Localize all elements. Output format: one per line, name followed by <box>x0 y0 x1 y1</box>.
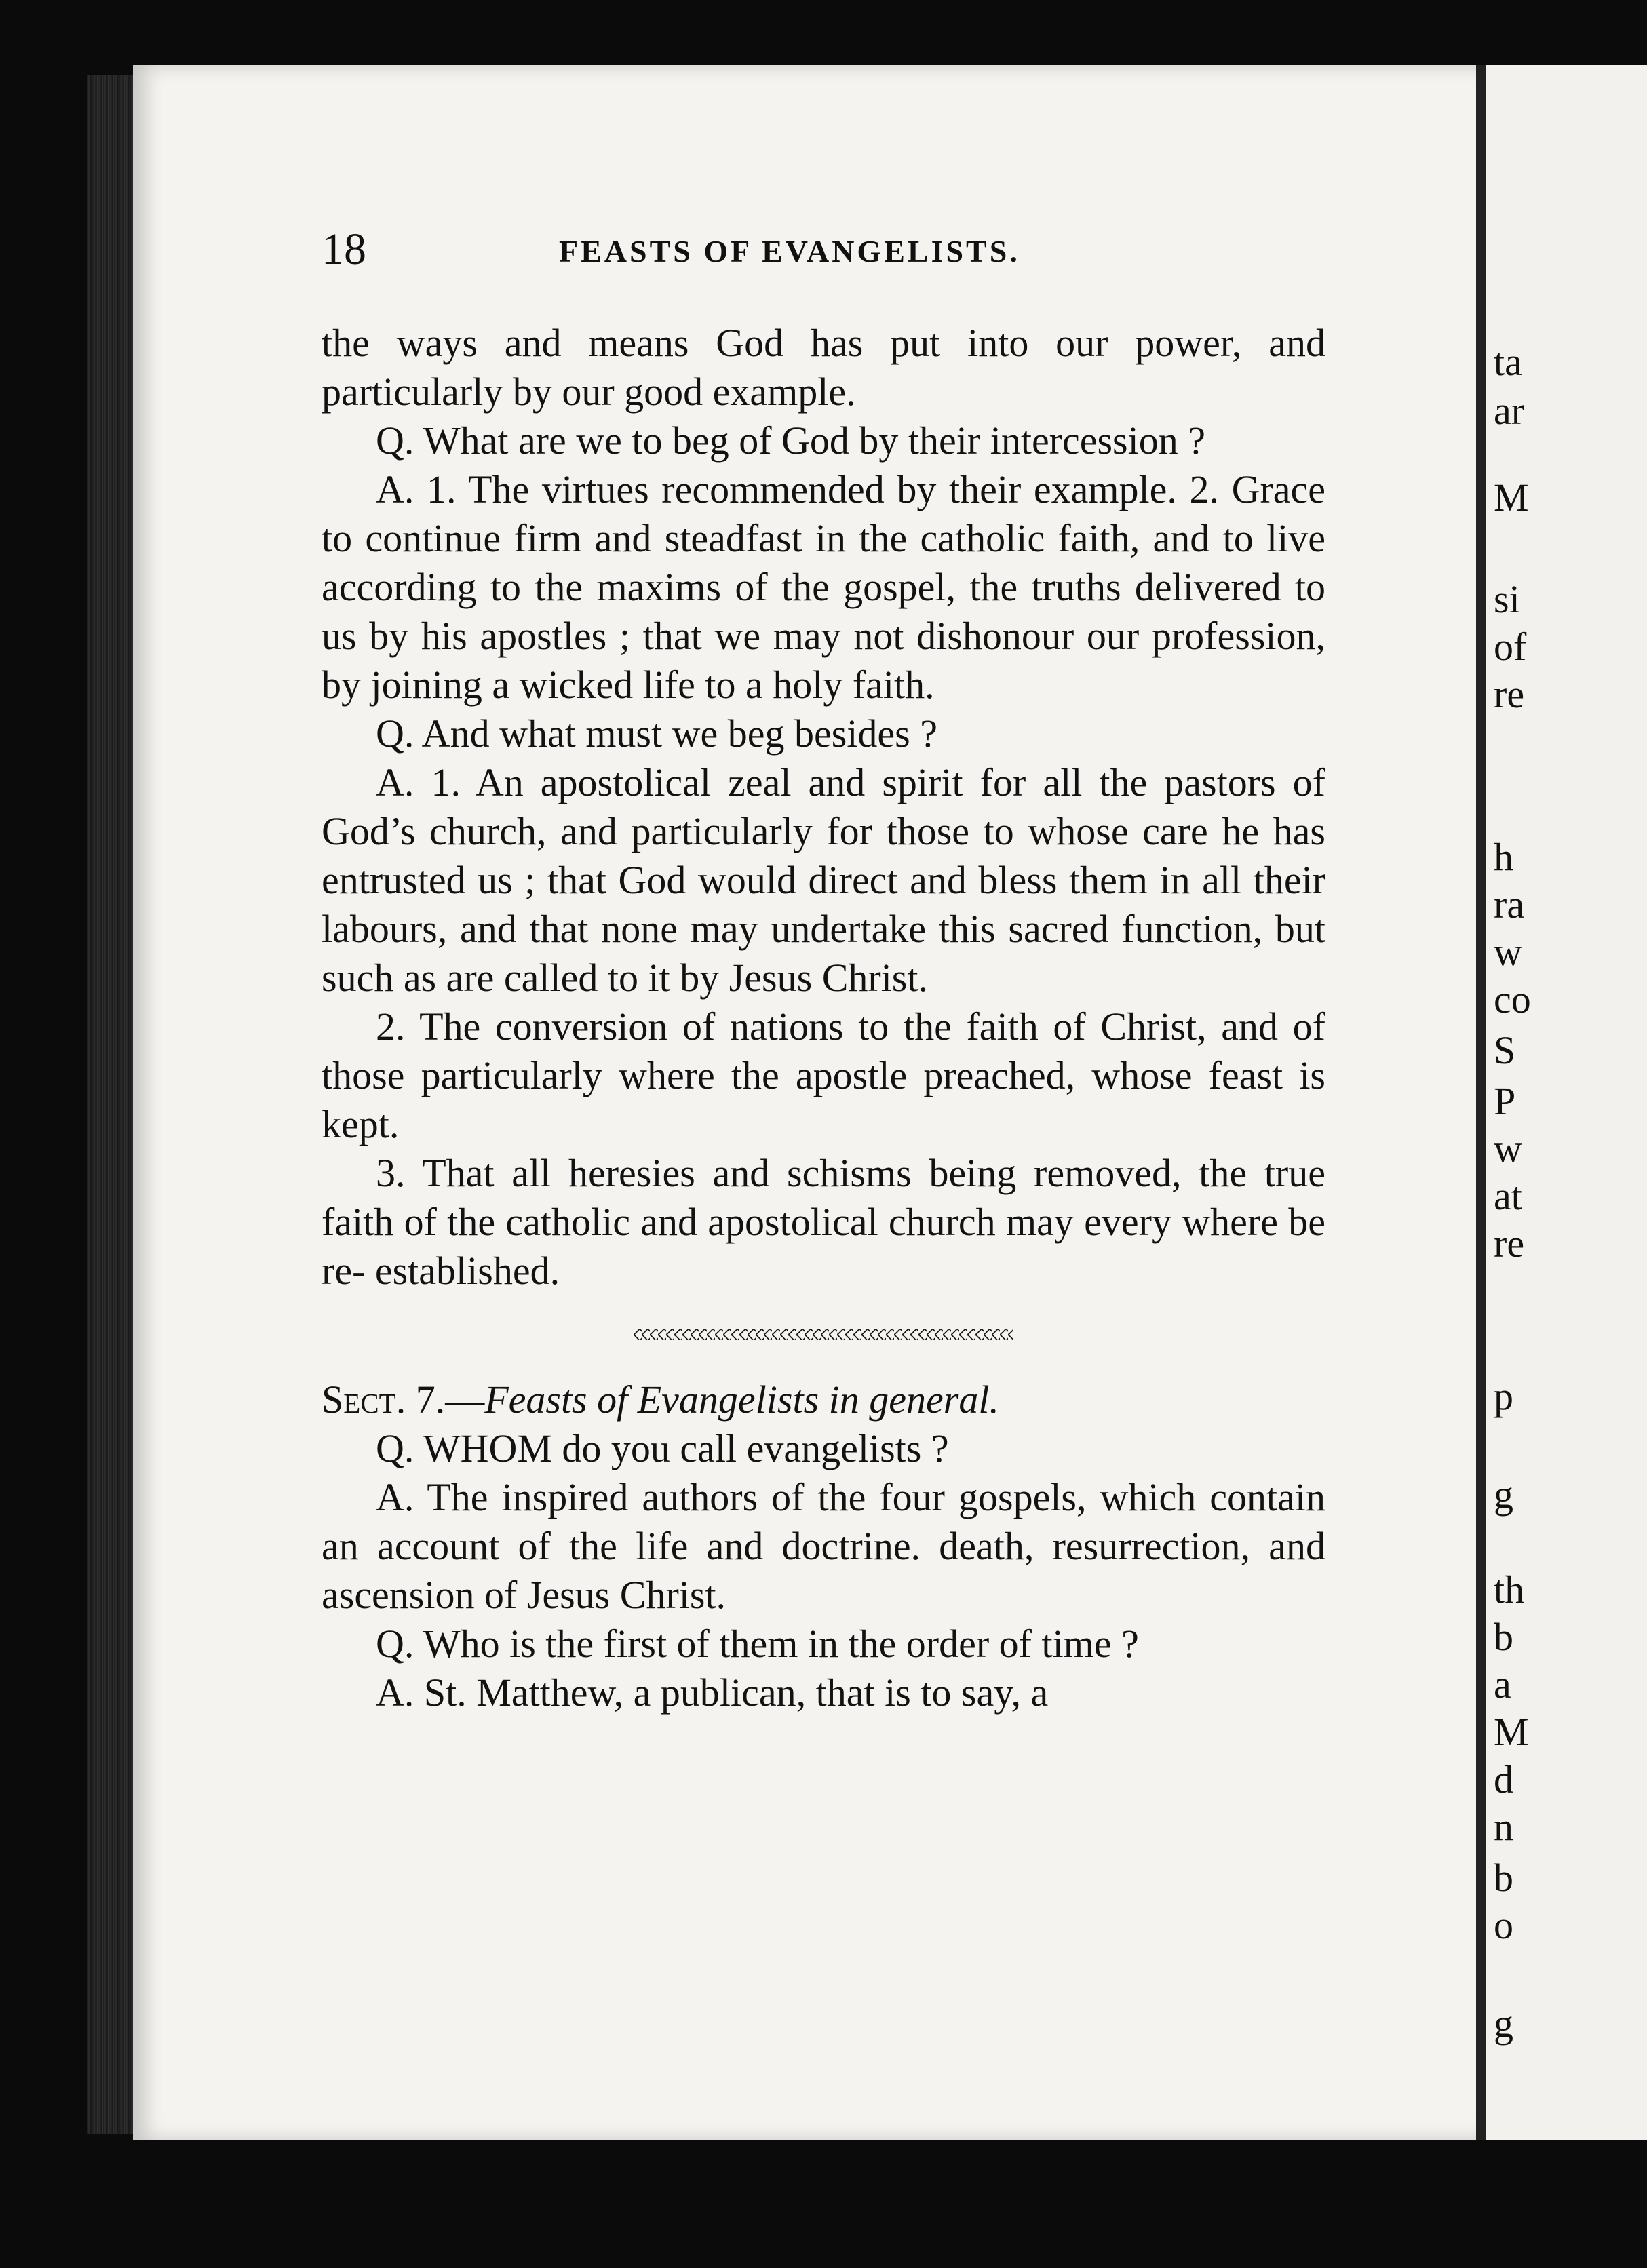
facing-page-fragment: si <box>1494 577 1520 621</box>
facing-page-fragment: w <box>1494 1127 1522 1171</box>
facing-page-fragment: th <box>1494 1567 1525 1611</box>
question: Q. And what must we beg besides ? <box>376 711 937 756</box>
facing-page-fragment: of <box>1494 625 1527 669</box>
facing-page-fragment: g <box>1494 1472 1513 1517</box>
facing-page-fragment: d <box>1494 1757 1513 1801</box>
facing-page-fragment: S <box>1494 1028 1516 1072</box>
section-dash: — <box>445 1377 485 1422</box>
facing-page-fragment: n <box>1494 1805 1513 1849</box>
facing-page-fragment: b <box>1494 1856 1513 1900</box>
page-number: 18 <box>322 224 366 274</box>
facing-page-fragment: h <box>1494 835 1513 879</box>
facing-page-fragment: co <box>1494 977 1531 1021</box>
paragraph: the ways and means God has put into our power, and particularly by our good example. <box>322 321 1325 414</box>
book-page-edges <box>87 75 136 2134</box>
answer-point: 3. That all heresies and schisms being removed, the true faith of the catholic and apostolical church may every where be re- established. <box>322 1151 1325 1293</box>
answer-point: 2. The conversion of nations to the faith of Christ, and of those particularly where the apostle preached, whose feast is kept. <box>322 1004 1325 1146</box>
answer: A. The inspired authors of the four gospels, which contain an account of the life and doctrine. death, resurrection, and ascension of Jesus Christ. <box>322 1475 1325 1617</box>
facing-page-fragment: a <box>1494 1662 1511 1706</box>
facing-page-fragment: w <box>1494 930 1522 974</box>
facing-page-fragment: b <box>1494 1615 1513 1659</box>
answer: A. 1. The virtues recommended by their example. 2. Grace to continue firm and steadfast in the catholic faith, and to live according to the maxims of the gospel, the truths delivered to us by his apostles ; that we may not dishonour our profession, by joining a wicked life to a holy faith. <box>322 467 1325 707</box>
section-heading <box>322 1375 1325 1424</box>
facing-page-fragment: at <box>1494 1174 1522 1218</box>
question: Q. Who is the first of them in the order of time ? <box>376 1622 1139 1666</box>
section-title: Feasts of Evangelists in general. <box>484 1377 999 1422</box>
question: Q. WHOM do you call evangelists ? <box>376 1426 949 1470</box>
facing-page-fragment: ra <box>1494 882 1525 926</box>
page-header <box>322 224 1332 278</box>
question: Q. What are we to beg of God by their intercession ? <box>376 418 1205 463</box>
facing-page-fragment: p <box>1494 1374 1513 1418</box>
book-gutter <box>1476 65 1486 2140</box>
answer: A. St. Matthew, a publican, that is to say, a <box>376 1670 1049 1715</box>
running-title: FEASTS OF EVANGELISTS. <box>559 234 1020 269</box>
facing-page-fragment: re <box>1494 1221 1525 1266</box>
ornamental-divider <box>634 1329 1013 1340</box>
facing-page-fragment: ta <box>1494 340 1522 384</box>
facing-page-fragment: ar <box>1494 389 1525 433</box>
facing-page-fragment: g <box>1494 2001 1513 2046</box>
facing-page-fragment: o <box>1494 1903 1513 1947</box>
section-label: Sect. 7. <box>322 1377 446 1422</box>
answer: A. 1. An apostolical zeal and spirit for all the pastors of God’s church, and particularly for those to whose care he has entrusted us ; that God would direct and bless them in all their labours, and that none may undertake this sacred function, but such as are called to it by Jesus Christ. <box>322 760 1325 1000</box>
facing-page-fragment: M <box>1494 475 1529 520</box>
page-text <box>322 319 1325 1717</box>
facing-page-fragment: re <box>1494 672 1525 716</box>
facing-page-fragment: M <box>1494 1710 1529 1754</box>
facing-page-fragment: P <box>1494 1079 1516 1123</box>
